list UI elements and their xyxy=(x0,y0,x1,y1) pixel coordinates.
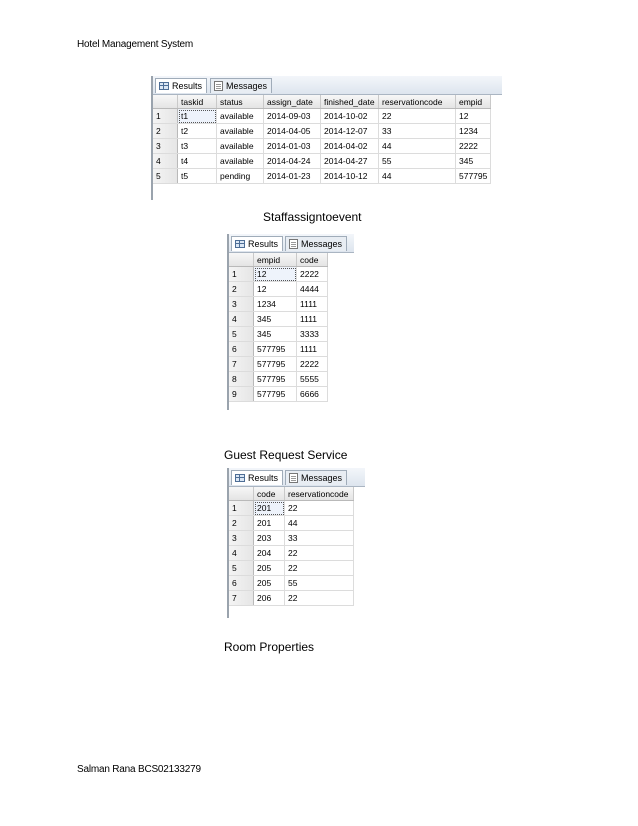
row-number[interactable]: 2 xyxy=(153,124,178,139)
table-cell[interactable]: 345 xyxy=(254,327,297,342)
tab-results[interactable]: Results xyxy=(231,236,283,251)
table-row[interactable] xyxy=(229,327,328,342)
row-number[interactable]: 1 xyxy=(229,267,254,282)
table-row[interactable] xyxy=(153,154,491,169)
table-cell[interactable]: 2014-04-24 xyxy=(264,154,321,169)
results-table xyxy=(229,253,328,402)
table-cell[interactable]: 12 xyxy=(254,267,297,282)
table-cell[interactable]: 33 xyxy=(379,124,456,139)
table-cell[interactable]: 22 xyxy=(379,109,456,124)
table-row[interactable] xyxy=(153,109,491,124)
table-cell[interactable]: 2222 xyxy=(456,139,491,154)
table-cell[interactable]: 345 xyxy=(254,312,297,327)
messages-icon xyxy=(289,473,298,483)
table-row[interactable] xyxy=(229,267,328,282)
row-number[interactable]: 5 xyxy=(229,327,254,342)
row-number[interactable]: 4 xyxy=(153,154,178,169)
tab-messages[interactable]: Messages xyxy=(285,470,347,485)
results-tabstrip xyxy=(229,468,365,487)
table-cell[interactable]: 22 xyxy=(285,501,354,516)
table-cell[interactable]: 205 xyxy=(254,561,285,576)
page-header: Hotel Management System xyxy=(77,39,194,50)
table-cell[interactable]: t2 xyxy=(178,124,217,139)
table-cell[interactable]: 22 xyxy=(285,591,354,606)
column-header[interactable]: code xyxy=(254,487,285,501)
table-cell[interactable]: 2014-01-03 xyxy=(264,139,321,154)
row-number[interactable]: 6 xyxy=(229,576,254,591)
table-cell[interactable]: 1234 xyxy=(254,297,297,312)
results-grid-1 xyxy=(151,76,502,200)
table-cell[interactable]: 203 xyxy=(254,531,285,546)
table-cell[interactable]: 2014-04-05 xyxy=(264,124,321,139)
column-header[interactable]: empid xyxy=(456,95,491,109)
row-number[interactable]: 5 xyxy=(153,169,178,184)
row-number[interactable]: 2 xyxy=(229,516,254,531)
table-cell[interactable]: 44 xyxy=(379,139,456,154)
column-header[interactable]: reservationcode xyxy=(379,95,456,109)
table-cell[interactable]: 205 xyxy=(254,576,285,591)
table-cell[interactable]: available xyxy=(217,139,264,154)
table-cell[interactable]: 12 xyxy=(254,282,297,297)
table-cell[interactable]: 2014-04-02 xyxy=(321,139,379,154)
page-footer: Salman Rana BCS02133279 xyxy=(77,764,201,775)
column-header[interactable]: finished_date xyxy=(321,95,379,109)
table-cell[interactable]: 577795 xyxy=(254,357,297,372)
results-tabstrip xyxy=(153,76,502,95)
table-row[interactable] xyxy=(229,516,354,531)
table-cell[interactable]: 204 xyxy=(254,546,285,561)
table-cell[interactable]: 1234 xyxy=(456,124,491,139)
table-cell[interactable]: 4444 xyxy=(297,282,328,297)
row-number[interactable]: 7 xyxy=(229,591,254,606)
column-header[interactable]: empid xyxy=(254,253,297,267)
table-cell[interactable]: pending xyxy=(217,169,264,184)
results-grid-3 xyxy=(227,468,365,618)
table-row[interactable] xyxy=(229,342,328,357)
table-cell[interactable]: 44 xyxy=(379,169,456,184)
table-cell[interactable]: 1111 xyxy=(297,297,328,312)
table-cell[interactable]: 6666 xyxy=(297,387,328,402)
table-cell[interactable]: 1111 xyxy=(297,342,328,357)
grid-icon xyxy=(235,474,245,482)
table-cell[interactable]: 55 xyxy=(379,154,456,169)
row-number[interactable]: 4 xyxy=(229,546,254,561)
table-cell[interactable]: 3333 xyxy=(297,327,328,342)
table-cell[interactable]: t4 xyxy=(178,154,217,169)
table-row[interactable] xyxy=(229,297,328,312)
column-header[interactable]: code xyxy=(297,253,328,267)
table-cell[interactable]: 22 xyxy=(285,546,354,561)
table-cell[interactable]: t3 xyxy=(178,139,217,154)
table-cell[interactable]: 577795 xyxy=(254,342,297,357)
table-cell[interactable]: 201 xyxy=(254,501,285,516)
tab-results[interactable]: Results xyxy=(231,470,283,485)
table-cell[interactable]: 2014-01-23 xyxy=(264,169,321,184)
caption-room-properties: Room Properties xyxy=(224,640,315,654)
tab-results[interactable]: Results xyxy=(155,78,207,93)
row-number[interactable]: 6 xyxy=(229,342,254,357)
table-cell[interactable]: 33 xyxy=(285,531,354,546)
table-cell[interactable]: 2014-12-07 xyxy=(321,124,379,139)
caption-guest-request-service: Guest Request Service xyxy=(224,448,348,462)
row-number[interactable]: 2 xyxy=(229,282,254,297)
table-cell[interactable]: t1 xyxy=(178,109,217,124)
table-cell[interactable]: 2014-04-27 xyxy=(321,154,379,169)
row-number[interactable]: 1 xyxy=(229,501,254,516)
table-cell[interactable]: 5555 xyxy=(297,372,328,387)
table-row[interactable] xyxy=(229,561,354,576)
row-number[interactable]: 7 xyxy=(229,357,254,372)
table-row[interactable] xyxy=(229,312,328,327)
table-row[interactable] xyxy=(229,372,328,387)
row-number[interactable]: 9 xyxy=(229,387,254,402)
table-cell[interactable]: t5 xyxy=(178,169,217,184)
table-cell[interactable]: 2014-09-03 xyxy=(264,109,321,124)
grid-icon xyxy=(235,240,245,248)
tab-messages[interactable]: Messages xyxy=(285,236,347,251)
table-cell[interactable]: 201 xyxy=(254,516,285,531)
row-number[interactable]: 4 xyxy=(229,312,254,327)
table-row[interactable] xyxy=(153,139,491,154)
table-row[interactable] xyxy=(229,576,354,591)
table-cell[interactable]: 55 xyxy=(285,576,354,591)
messages-icon xyxy=(289,239,298,249)
table-cell[interactable]: available xyxy=(217,124,264,139)
table-cell[interactable]: 2222 xyxy=(297,267,328,282)
grid-icon xyxy=(159,82,169,90)
table-row[interactable] xyxy=(153,169,491,184)
table-cell[interactable]: available xyxy=(217,154,264,169)
row-number[interactable]: 1 xyxy=(153,109,178,124)
table-row[interactable] xyxy=(229,282,328,297)
grid-corner[interactable] xyxy=(229,487,254,501)
column-header[interactable]: status xyxy=(217,95,264,109)
table-cell[interactable]: 345 xyxy=(456,154,491,169)
table-cell[interactable]: available xyxy=(217,109,264,124)
table-cell[interactable]: 12 xyxy=(456,109,491,124)
row-number[interactable]: 3 xyxy=(229,297,254,312)
messages-icon xyxy=(214,81,223,91)
grid-corner[interactable] xyxy=(229,253,254,267)
table-cell[interactable]: 577795 xyxy=(456,169,491,184)
table-cell[interactable]: 577795 xyxy=(254,387,297,402)
row-number[interactable]: 8 xyxy=(229,372,254,387)
table-row[interactable] xyxy=(229,357,328,372)
table-row[interactable] xyxy=(229,546,354,561)
table-row[interactable] xyxy=(153,124,491,139)
tab-messages[interactable]: Messages xyxy=(210,78,272,93)
results-table xyxy=(229,487,354,606)
grid-corner[interactable] xyxy=(153,95,178,109)
results-tabstrip xyxy=(229,234,354,253)
column-header[interactable]: reservationcode xyxy=(285,487,354,501)
table-cell[interactable]: 44 xyxy=(285,516,354,531)
table-cell[interactable]: 577795 xyxy=(254,372,297,387)
caption-staffassigntoevent: Staffassigntoevent xyxy=(263,210,362,224)
row-number[interactable]: 3 xyxy=(153,139,178,154)
column-header[interactable]: assign_date xyxy=(264,95,321,109)
row-number[interactable]: 3 xyxy=(229,531,254,546)
table-cell[interactable]: 1111 xyxy=(297,312,328,327)
table-cell[interactable]: 2222 xyxy=(297,357,328,372)
table-row[interactable] xyxy=(229,591,354,606)
results-table xyxy=(153,95,491,184)
table-cell[interactable]: 2014-10-02 xyxy=(321,109,379,124)
row-number[interactable]: 5 xyxy=(229,561,254,576)
table-row[interactable] xyxy=(229,387,328,402)
results-grid-2 xyxy=(227,234,354,410)
column-header[interactable]: taskid xyxy=(178,95,217,109)
table-row[interactable] xyxy=(229,531,354,546)
table-cell[interactable]: 206 xyxy=(254,591,285,606)
table-cell[interactable]: 22 xyxy=(285,561,354,576)
table-cell[interactable]: 2014-10-12 xyxy=(321,169,379,184)
table-row[interactable] xyxy=(229,501,354,516)
